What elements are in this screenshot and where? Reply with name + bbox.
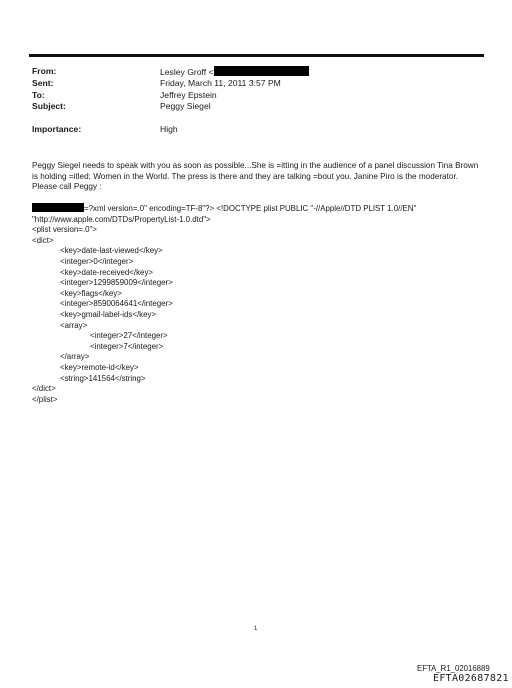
to-label: To: [32,90,45,100]
sent-label: Sent: [32,78,54,88]
code-line: <integer>8590064641</integer> [60,299,173,309]
importance-value: High [160,124,178,134]
header-rule [29,54,484,57]
plist-block [32,203,416,405]
from-value [160,66,309,78]
body-line: Please call Peggy : [32,182,102,192]
code-line: <array> [60,320,88,330]
subject-label: Subject: [32,101,66,111]
code-line: <plist version=.0"> [32,225,97,235]
redaction-box [214,66,309,76]
from-label: From: [32,66,57,76]
bates-number-large: EFTA02687821 [433,673,509,684]
code-line: <key>flags</key> [60,288,122,298]
subject-value: Peggy Siegel [160,101,211,111]
code-line: "http://www.apple.com/DTDs/PropertyList-1.0.dtd"> [32,214,211,224]
redaction-box [32,203,84,212]
from-value-text: Lesley Groff < [160,67,214,77]
code-line: <key>remote-id</key> [60,362,139,372]
code-line: </dict> [32,384,56,394]
code-line: </array> [60,352,90,362]
importance-label: Importance: [32,124,82,134]
code-line: <key>gmail-label-ids</key> [60,309,157,319]
code-line: <key>date-received</key> [60,267,153,277]
code-line: <integer>0</integer> [60,256,134,266]
email-body [32,161,487,193]
to-value: Jeffrey Epstein [160,90,217,100]
code-line: <integer>27</integer> [90,331,168,341]
code-line [32,203,416,215]
code-line: <key>date-last-viewed</key> [60,246,163,256]
code-line: <string>141564</string> [60,373,146,383]
code-line: </plist> [32,394,58,404]
sent-value: Friday, March 11, 2011 3:57 PM [160,78,281,88]
code-line: <integer>1299859009</integer> [60,278,173,288]
body-line: Peggy Siegel needs to speak with you as soon as possible...She is =itting in the audience of a panel discussion Tina Brown [32,161,479,170]
body-line: is holding =itled: Women in the World. The press is there and they are talking =bout you. Janine Piro is the moderator. [32,171,458,181]
bates-number-small: EFTA_R1_02016889 [417,664,490,673]
code-line-text: =?xml version=.0" encoding=TF-8"?> <!DOCTYPE plist PUBLIC "-//Apple//DTD PLIST 1.0//EN" [84,204,417,213]
code-line: <integer>7</integer> [90,341,164,351]
code-line: <dict> [32,235,54,245]
page-number: 1 [254,626,258,632]
